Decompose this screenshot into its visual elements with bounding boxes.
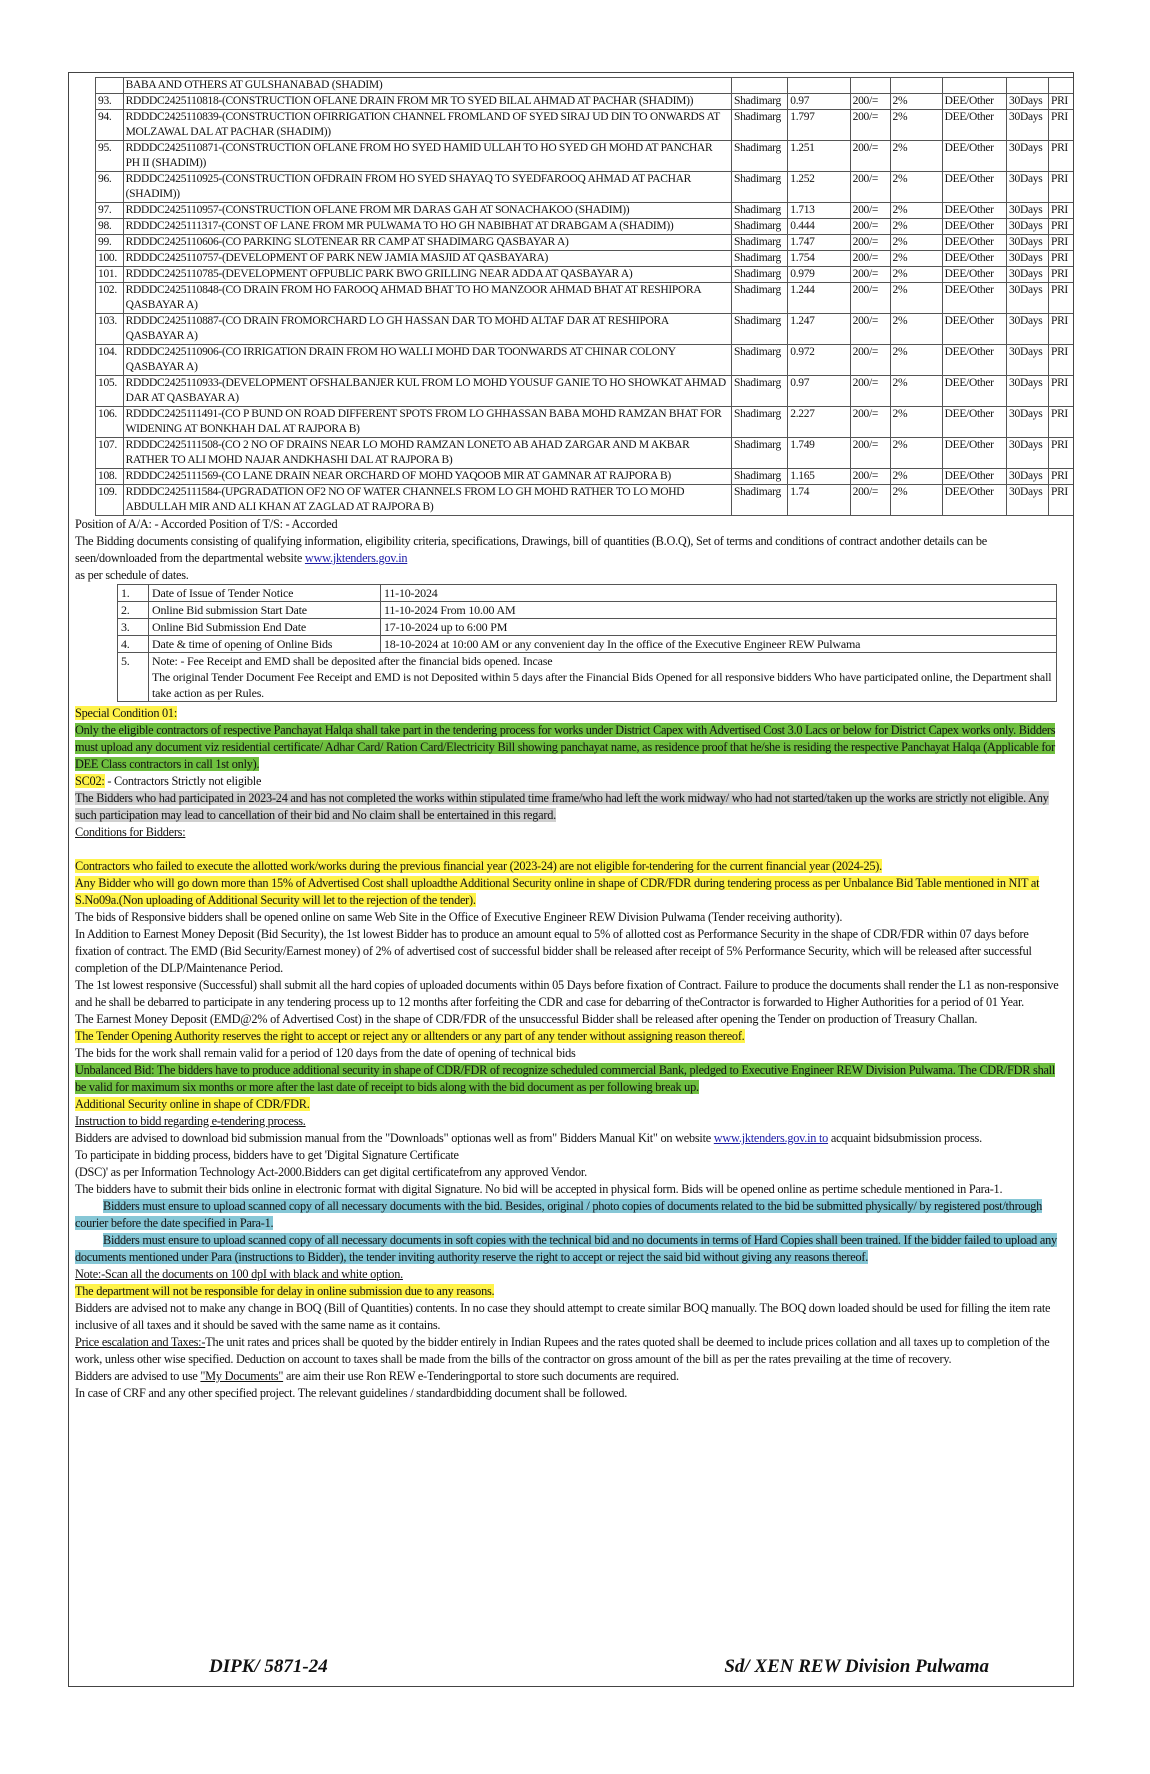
advertised-cost-cell: 0.444 [788, 219, 850, 235]
emd-percent-cell: 2% [890, 251, 942, 267]
serial-number-cell: 104. [96, 345, 124, 376]
serial-number-cell: 93. [96, 94, 124, 110]
serial-number-cell [96, 78, 124, 94]
condition-1: Contractors who failed to execute the allotted work/works during the previous financial year (2023-24) are not eligible for-tendering for the current financial year (2024-25). [75, 859, 882, 873]
contractor-class-cell: DEE/Other [942, 141, 1006, 172]
emd-percent-cell: 2% [890, 267, 942, 283]
advertised-cost-cell: 1.252 [788, 172, 850, 203]
instructions-title: Instruction to bidd regarding e-tendering process. [75, 1114, 306, 1128]
work-location-cell: Shadimarg [732, 203, 788, 219]
work-name-cell: RDDDC2425110818-(CONSTRUCTION OFLANE DRAIN FROM MR TO SYED BILAL AHMAD AT PACHAR (SHADIM)) [123, 94, 731, 110]
emd-percent-cell: 2% [890, 345, 942, 376]
contractor-class-cell: DEE/Other [942, 267, 1006, 283]
emd-percent-cell: 2% [890, 172, 942, 203]
serial-number-cell: 95. [96, 141, 124, 172]
condition-10: Additional Security online in shape of CDR/FDR. [75, 1097, 310, 1111]
advertised-cost-cell: 0.979 [788, 267, 850, 283]
emd-percent-cell: 2% [890, 314, 942, 345]
tender-fee-cell: 200/= [850, 172, 890, 203]
completion-time-cell: 30Days [1007, 235, 1049, 251]
work-location-cell: Shadimarg [732, 407, 788, 438]
work-location-cell: Shadimarg [732, 110, 788, 141]
table-row [96, 438, 1075, 469]
instruction-11-text: Bidders are advised to use [75, 1369, 201, 1383]
date-label: Online Bid Submission End Date [149, 619, 381, 636]
serial-number-cell: 109. [96, 485, 124, 516]
website-link[interactable]: www.jktenders.gov.in [304, 551, 408, 565]
document-content [75, 77, 1067, 1402]
serial-number-cell: 108. [96, 469, 124, 485]
serial-number-cell: 99. [96, 235, 124, 251]
work-location-cell: Shadimarg [732, 141, 788, 172]
advertised-cost-cell: 1.165 [788, 469, 850, 485]
advertised-cost-cell: 1.797 [788, 110, 850, 141]
work-location-cell: Shadimarg [732, 219, 788, 235]
emd-percent-cell: 2% [890, 376, 942, 407]
completion-time-cell: 30Days [1007, 407, 1049, 438]
work-category-cell: PRI [1048, 485, 1074, 516]
instruction-5: Bidders must ensure to upload scanned copy of all necessary documents with the bid. Besides, original / photo copies of documents related to the bid be submitted physically/ by registered post/through courier before the date specified in Para-1. [75, 1199, 1043, 1230]
instruction-11-tail: are aim their use Ron REW e-Tenderingportal to store such documents are required. [283, 1369, 679, 1383]
contractor-class-cell: DEE/Other [942, 485, 1006, 516]
work-name-cell: RDDDC2425110785-(DEVELOPMENT OFPUBLIC PARK BWO GRILLING NEAR ADDA AT QASBAYAR A) [123, 267, 731, 283]
work-name-cell: RDDDC2425110839-(CONSTRUCTION OFIRRIGATION CHANNEL FROMLAND OF SYED SIRAJ UD DIN TO ONWARDS AT MOLZAWAL DAL AT PACHAR (SHADIM)) [123, 110, 731, 141]
work-location-cell: Shadimarg [732, 485, 788, 516]
work-name-cell: RDDDC2425110906-(CO IRRIGATION DRAIN FROM HO WALLI MOHD DAR TOONWARDS AT CHINAR COLONY QASBAYAR A) [123, 345, 731, 376]
dates-row [118, 636, 1057, 653]
contractor-class-cell: DEE/Other [942, 283, 1006, 314]
work-location-cell: Shadimarg [732, 251, 788, 267]
work-category-cell: PRI [1048, 283, 1074, 314]
serial-number-cell: 107. [96, 438, 124, 469]
table-row [96, 376, 1075, 407]
dates-row [118, 602, 1057, 619]
emd-percent-cell: 2% [890, 110, 942, 141]
tender-fee-cell: 200/= [850, 283, 890, 314]
work-name-cell: RDDDC2425110848-(CO DRAIN FROM HO FAROOQ AHMAD BHAT TO HO MANZOOR AHMAD BHAT AT RESHIPORA QASBAYAR A) [123, 283, 731, 314]
work-location-cell: Shadimarg [732, 172, 788, 203]
emd-percent-cell: 2% [890, 438, 942, 469]
advertised-cost-cell: 1.244 [788, 283, 850, 314]
instruction-1-tail: acquaint bidsubmission process. [828, 1131, 982, 1145]
advertised-cost-cell: 1.247 [788, 314, 850, 345]
contractor-class-cell: DEE/Other [942, 314, 1006, 345]
schedule-intro: as per schedule of dates. [75, 568, 189, 582]
completion-time-cell [1007, 78, 1049, 94]
work-name-cell: RDDDC2425110757-(DEVELOPMENT OF PARK NEW JAMIA MASJID AT QASBAYARA) [123, 251, 731, 267]
date-number: 2. [118, 602, 149, 619]
work-name-cell: RDDDC2425110933-(DEVELOPMENT OFSHALBANJER KUL FROM LO MOHD YOUSUF GANIE TO HO SHOWKAT AHMAD DAR AT QASBAYAR A) [123, 376, 731, 407]
date-value: 11-10-2024 [381, 585, 1057, 602]
footer [209, 1656, 989, 1678]
emd-percent-cell: 2% [890, 219, 942, 235]
table-row [96, 203, 1075, 219]
advertised-cost-cell: 1.754 [788, 251, 850, 267]
instruction-8: The department will not be responsible for delay in online submission due to any reasons. [75, 1284, 495, 1298]
serial-number-cell: 106. [96, 407, 124, 438]
work-category-cell: PRI [1048, 376, 1074, 407]
tender-fee-cell: 200/= [850, 251, 890, 267]
instruction-2: To participate in bidding process, bidders have to get 'Digital Signature Certificate [75, 1148, 459, 1162]
table-row [96, 469, 1075, 485]
instruction-9: Bidders are advised not to make any change in BOQ (Bill of Quantities) contents. In no case they should attempt to create similar BOQ manually. The BOQ down loaded should be used for filling the item rate inclusive of all taxes and it should be saved with the same name as it contains. [75, 1301, 1051, 1332]
tender-fee-cell: 200/= [850, 203, 890, 219]
instruction-1-text: Bidders are advised to download bid submission manual from the "Downloads" optionas well as from" Bidders Manual Kit" on website [75, 1131, 714, 1145]
tender-fee-cell: 200/= [850, 438, 890, 469]
work-name-cell: RDDDC2425111569-(CO LANE DRAIN NEAR ORCHARD OF MOHD YAQOOB MIR AT GAMNAR AT RAJPORA B) [123, 469, 731, 485]
condition-4: In Addition to Earnest Money Deposit (Bid Security), the 1st lowest Bidder has to produce an amount equal to 5% of allotted cost as Performance Security in the shape of CDR/FDR within 07 days before fixation of contract. The EMD (Bid Security/Earnest money) of 2% of advertised cost of successful bidder shall be released after receipt of 5% Performance Security, which will be released after successful completion of the DLP/Maintenance Period. [75, 927, 1032, 975]
tender-fee-cell [850, 78, 890, 94]
completion-time-cell: 30Days [1007, 438, 1049, 469]
table-row [96, 485, 1075, 516]
work-location-cell: Shadimarg [732, 235, 788, 251]
work-category-cell: PRI [1048, 110, 1074, 141]
dates-row [118, 619, 1057, 636]
serial-number-cell: 105. [96, 376, 124, 407]
work-category-cell: PRI [1048, 345, 1074, 376]
work-category-cell: PRI [1048, 235, 1074, 251]
table-row [96, 251, 1075, 267]
contractor-class-cell: DEE/Other [942, 376, 1006, 407]
serial-number-cell: 103. [96, 314, 124, 345]
serial-number-cell: 94. [96, 110, 124, 141]
tender-fee-cell: 200/= [850, 219, 890, 235]
notice-body [75, 516, 1067, 1402]
tender-fee-cell: 200/= [850, 314, 890, 345]
tender-fee-cell: 200/= [850, 469, 890, 485]
emd-percent-cell: 2% [890, 283, 942, 314]
dates-note-number: 5. [118, 653, 149, 702]
instruction-10-text: The unit rates and prices shall be quoted by the bidder entirely in Indian Rupees and the rates quoted shall be deemed to include prices collation and all taxes up to completion of the work, unless other wise specified. Deduction on account to taxes shall be made from the bills of the contractor on gross amount of the bill as per the rates prevailing at the time of recovery. [75, 1335, 1050, 1366]
completion-time-cell: 30Days [1007, 267, 1049, 283]
contractor-class-cell: DEE/Other [942, 219, 1006, 235]
work-location-cell: Shadimarg [732, 283, 788, 314]
serial-number-cell: 98. [96, 219, 124, 235]
advertised-cost-cell: 1.74 [788, 485, 850, 516]
dates-note-cell [149, 653, 1057, 702]
contractor-class-cell: DEE/Other [942, 235, 1006, 251]
contractor-class-cell: DEE/Other [942, 438, 1006, 469]
table-row [96, 78, 1075, 94]
completion-time-cell: 30Days [1007, 469, 1049, 485]
work-name-cell: RDDDC2425110871-(CONSTRUCTION OFLANE FROM HO SYED HAMID ULLAH TO HO SYED GH MOHD AT PANCHAR PH II (SHADIM)) [123, 141, 731, 172]
dates-table [117, 584, 1057, 702]
work-category-cell: PRI [1048, 141, 1074, 172]
condition-6: The Earnest Money Deposit (EMD@2% of Advertised Cost) in the shape of CDR/FDR of the unsuccessful Bidder shall be released after opening the Tender on production of Treasury Challan. [75, 1012, 978, 1026]
emd-percent-cell: 2% [890, 141, 942, 172]
condition-7: The Tender Opening Authority reserves the right to accept or reject any or alltenders or any part of any tender without assigning reason thereof. [75, 1029, 745, 1043]
instruction-6: Bidders must ensure to upload scanned copy of all necessary documents in soft copies with the technical bid and no documents in terms of Hard Copies shall been trained. If the bidder failed to upload any documents mentioned under Para (instructions to Bidder), the tender inviting authority reserve the right to accept or reject the said bid without giving any reasons thereof. [75, 1233, 1057, 1264]
work-location-cell: Shadimarg [732, 314, 788, 345]
work-name-cell: RDDDC2425110606-(CO PARKING SLOTENEAR RR CAMP AT SHADIMARG QASBAYAR A) [123, 235, 731, 251]
contractor-class-cell: DEE/Other [942, 172, 1006, 203]
contractor-class-cell: DEE/Other [942, 407, 1006, 438]
position-line: Position of A/A: - Accorded Position of T/S: - Accorded [75, 517, 338, 531]
tender-fee-cell: 200/= [850, 485, 890, 516]
instruction-4: The bidders have to submit their bids online in electronic format with digital Signature. No bid will be accepted in physical form. Bids will be opened online as pertime schedule mentioned in Para-1. [75, 1182, 1003, 1196]
completion-time-cell: 30Days [1007, 314, 1049, 345]
instruction-1 [75, 1130, 1067, 1147]
advertised-cost-cell [788, 78, 850, 94]
contractor-class-cell: DEE/Other [942, 251, 1006, 267]
tender-fee-cell: 200/= [850, 345, 890, 376]
date-label: Online Bid submission Start Date [149, 602, 381, 619]
emd-percent-cell: 2% [890, 485, 942, 516]
dates-note-row [118, 653, 1057, 702]
work-name-cell: RDDDC2425111317-(CONST OF LANE FROM MR PULWAMA TO HO GH NABIBHAT AT DRABGAM A (SHADIM)) [123, 219, 731, 235]
completion-time-cell: 30Days [1007, 345, 1049, 376]
emd-percent-cell: 2% [890, 407, 942, 438]
instruction-10-label: Price escalation and Taxes:- [75, 1335, 206, 1349]
table-row [96, 219, 1075, 235]
work-location-cell: Shadimarg [732, 267, 788, 283]
date-label: Date of Issue of Tender Notice [149, 585, 381, 602]
advertised-cost-cell: 2.227 [788, 407, 850, 438]
advertised-cost-cell: 0.972 [788, 345, 850, 376]
table-row [96, 283, 1075, 314]
table-row [96, 407, 1075, 438]
completion-time-cell: 30Days [1007, 110, 1049, 141]
table-row [96, 345, 1075, 376]
work-category-cell: PRI [1048, 407, 1074, 438]
tender-fee-cell: 200/= [850, 376, 890, 407]
emd-percent-cell: 2% [890, 203, 942, 219]
contractor-class-cell: DEE/Other [942, 345, 1006, 376]
serial-number-cell: 97. [96, 203, 124, 219]
instruction-1-link[interactable]: www.jktenders.gov.in to [713, 1131, 829, 1145]
tender-fee-cell: 200/= [850, 407, 890, 438]
date-value: 18-10-2024 at 10:00 AM or any convenient day In the office of the Executive Engineer REW Pulwama [381, 636, 1057, 653]
serial-number-cell: 101. [96, 267, 124, 283]
completion-time-cell: 30Days [1007, 141, 1049, 172]
advertised-cost-cell: 1.747 [788, 235, 850, 251]
completion-time-cell: 30Days [1007, 219, 1049, 235]
table-row [96, 110, 1075, 141]
contractor-class-cell: DEE/Other [942, 469, 1006, 485]
work-name-cell: RDDDC2425110925-(CONSTRUCTION OFDRAIN FROM HO SYED SHAYAQ TO SYEDFAROOQ AHMAD AT PACHAR (SHADIM)) [123, 172, 731, 203]
tender-fee-cell: 200/= [850, 110, 890, 141]
serial-number-cell: 102. [96, 283, 124, 314]
date-label: Date & time of opening of Online Bids [149, 636, 381, 653]
completion-time-cell: 30Days [1007, 251, 1049, 267]
advertised-cost-cell: 0.97 [788, 94, 850, 110]
instruction-11 [75, 1368, 1067, 1385]
condition-5: The 1st lowest responsive (Successful) shall submit all the hard copies of uploaded documents within 05 Days before fixation of Contract. Failure to produce the documents shall render the L1 as non-responsive and he shall be debarred to participate in any tendering process up to 12 months after forfeiting the CDR and case for debarring of theContractor is forwarded to Higher Authorities for a period of 01 Year. [75, 978, 1059, 1009]
advertised-cost-cell: 1.749 [788, 438, 850, 469]
contractor-class-cell: DEE/Other [942, 110, 1006, 141]
work-name-cell: RDDDC2425111491-(CO P BUND ON ROAD DIFFERENT SPOTS FROM LO GHHASSAN BABA MOHD RAMZAN BHAT FOR WIDENING AT BONKHAH DAL AT RAJPORA B) [123, 407, 731, 438]
work-location-cell [732, 78, 788, 94]
condition-8: The bids for the work shall remain valid for a period of 120 days from the date of opening of technical bids [75, 1046, 576, 1060]
work-location-cell: Shadimarg [732, 469, 788, 485]
work-category-cell: PRI [1048, 251, 1074, 267]
table-row [96, 94, 1075, 110]
work-category-cell: PRI [1048, 314, 1074, 345]
conditions-title: Conditions for Bidders: [75, 825, 186, 839]
completion-time-cell: 30Days [1007, 283, 1049, 314]
work-location-cell: Shadimarg [732, 94, 788, 110]
work-location-cell: Shadimarg [732, 376, 788, 407]
contractor-class-cell: DEE/Other [942, 203, 1006, 219]
work-location-cell: Shadimarg [732, 438, 788, 469]
date-number: 3. [118, 619, 149, 636]
footer-signature: Sd/ XEN REW Division Pulwama [724, 1656, 989, 1677]
completion-time-cell: 30Days [1007, 172, 1049, 203]
work-location-cell: Shadimarg [732, 345, 788, 376]
condition-2: Any Bidder who will go down more than 15% of Advertised Cost shall uploadthe Additional Security online in shape of CDR/FDR during tendering process as per Unbalance Bid Table mentioned in NIT at S.No09a.(Non uploading of Additional Security will let to the rejection of the tender). [75, 876, 1040, 907]
completion-time-cell: 30Days [1007, 94, 1049, 110]
condition-9: Unbalanced Bid: The bidders have to produce additional security in shape of CDR/FDR of recognize scheduled commercial Bank, pledged to Executive Engineer REW Division Pulwama. The CDR/FDR shall be valid for maximum six months or more after the last date of receipt to bids along with the bid document as per following break up. [75, 1063, 1056, 1094]
document-page [68, 72, 1074, 1687]
instruction-3: (DSC)' as per Information Technology Act-2000.Bidders can get digital certificatefrom any approved Vendor. [75, 1165, 587, 1179]
serial-number-cell: 96. [96, 172, 124, 203]
tender-fee-cell: 200/= [850, 94, 890, 110]
emd-percent-cell [890, 78, 942, 94]
instruction-7: Note:-Scan all the documents on 100 dpI with black and white option. [75, 1267, 403, 1281]
advertised-cost-cell: 1.251 [788, 141, 850, 172]
sc02-body: The Bidders who had participated in 2023-24 and has not completed the works within stipulated time frame/who had left the work midway/ who had not started/taken up the works are strictly not eligible. Any such participation may lead to cancellation of their bid and No claim shall be entertained in this regard. [75, 791, 1049, 822]
bidding-docs-paragraph [75, 533, 1067, 567]
work-category-cell: PRI [1048, 469, 1074, 485]
tender-fee-cell: 200/= [850, 267, 890, 283]
bidding-docs-text: The Bidding documents consisting of qualifying information, eligibility criteria, specifications, Drawings, bill of quantities (B.O.Q), Set of terms and conditions of contract andother details can be seen/downloaded from the departmental website [75, 534, 987, 565]
serial-number-cell: 100. [96, 251, 124, 267]
special-condition-title: Special Condition 01: [75, 706, 177, 720]
date-value: 11-10-2024 From 10.00 AM [381, 602, 1057, 619]
dates-row [118, 585, 1057, 602]
contractor-class-cell [942, 78, 1006, 94]
instruction-11-underlined: "My Documents" [200, 1369, 284, 1383]
work-category-cell: PRI [1048, 172, 1074, 203]
emd-percent-cell: 2% [890, 235, 942, 251]
work-name-cell: RDDDC2425111584-(UPGRADATION OF2 NO OF WATER CHANNELS FROM LO GH MOHD RATHER TO LO MOHD ABDULLAH MIR AND ALI KHAN AT ZAGLAD AT RAJPORA B) [123, 485, 731, 516]
work-name-cell: RDDDC2425110957-(CONSTRUCTION OFLANE FROM MR DARAS GAH AT SONACHAKOO (SHADIM)) [123, 203, 731, 219]
work-category-cell: PRI [1048, 219, 1074, 235]
table-row [96, 314, 1075, 345]
date-number: 1. [118, 585, 149, 602]
work-name-cell: BABA AND OTHERS AT GULSHANABAD (SHADIM) [123, 78, 731, 94]
table-row [96, 235, 1075, 251]
work-category-cell: PRI [1048, 94, 1074, 110]
contractor-class-cell: DEE/Other [942, 94, 1006, 110]
advertised-cost-cell: 1.713 [788, 203, 850, 219]
works-table [95, 77, 1074, 516]
sc02-label: SC02: [75, 774, 105, 788]
date-value: 17-10-2024 up to 6:00 PM [381, 619, 1057, 636]
tender-fee-cell: 200/= [850, 141, 890, 172]
emd-percent-cell: 2% [890, 469, 942, 485]
dates-note-line-1: Note: - Fee Receipt and EMD shall be deposited after the financial bids opened. Incase [152, 654, 553, 668]
work-category-cell: PRI [1048, 203, 1074, 219]
instruction-12: In case of CRF and any other specified project. The relevant guidelines / standardbidding document shall be followed. [75, 1386, 628, 1400]
work-name-cell: RDDDC2425110887-(CO DRAIN FROMORCHARD LO GH HASSAN DAR TO MOHD ALTAF DAR AT RESHIPORA QASBAYAR A) [123, 314, 731, 345]
table-row [96, 267, 1075, 283]
tender-fee-cell: 200/= [850, 235, 890, 251]
dates-note-line-2: The original Tender Document Fee Receipt and EMD is not Deposited within 5 days after the Financial Bids Opened for all responsive bidders Who have participated online, the Department shall take action as per Rules. [152, 670, 1052, 700]
emd-percent-cell: 2% [890, 94, 942, 110]
work-category-cell [1048, 78, 1074, 94]
completion-time-cell: 30Days [1007, 485, 1049, 516]
instruction-10 [75, 1334, 1067, 1368]
condition-3: The bids of Responsive bidders shall be opened online on same Web Site in the Office of Executive Engineer REW Division Pulwama (Tender receiving authority). [75, 910, 843, 924]
work-name-cell: RDDDC2425111508-(CO 2 NO OF DRAINS NEAR LO MOHD RAMZAN LONETO AB AHAD ZARGAR AND M AKBAR RATHER TO ALI MOHD NAJAR ANDKHASHI DAL AT RAJPORA B) [123, 438, 731, 469]
special-condition-text: Only the eligible contractors of respective Panchayat Halqa shall take part in the tendering process for works under District Capex with Advertised Cost 3.0 Lacs or below for District Capex works only. Bidders must upload any document viz residential certificate/ Adhar Card/ Ration Card/Electricity Bill showing panchayat name, as residence proof that he/she is residing the respective Panchayat Halqa (Applicable for DEE Class contractors in call 1st only). [75, 723, 1056, 771]
sc02-text: - Contractors Strictly not eligible [104, 774, 262, 788]
completion-time-cell: 30Days [1007, 376, 1049, 407]
date-number: 4. [118, 636, 149, 653]
work-category-cell: PRI [1048, 438, 1074, 469]
table-row [96, 141, 1075, 172]
table-row [96, 172, 1075, 203]
work-category-cell: PRI [1048, 267, 1074, 283]
completion-time-cell: 30Days [1007, 203, 1049, 219]
advertised-cost-cell: 0.97 [788, 376, 850, 407]
footer-reference: DIPK/ 5871-24 [209, 1656, 328, 1677]
